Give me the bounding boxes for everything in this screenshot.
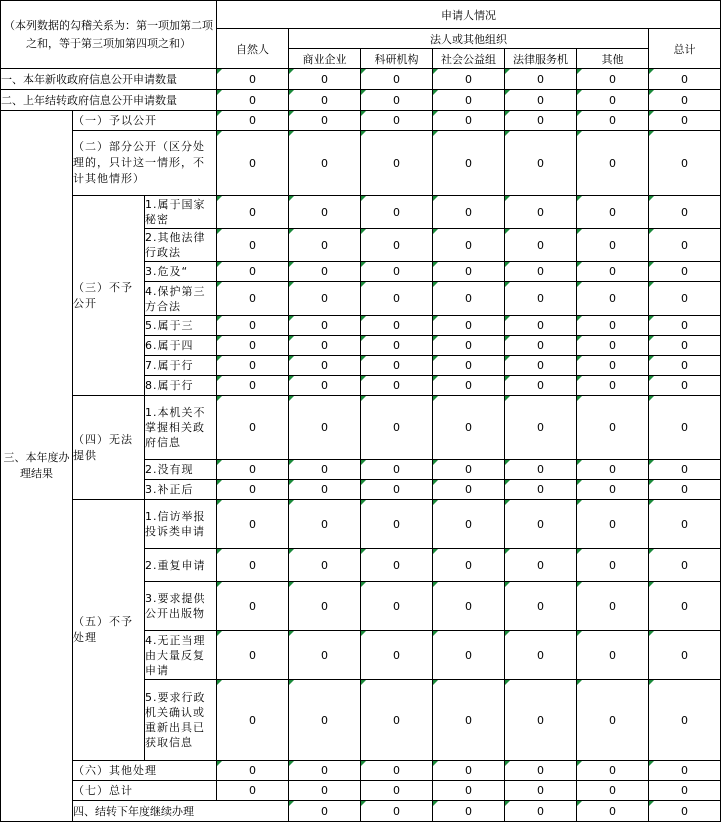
value-cell[interactable]: 0 [505, 262, 577, 282]
value-cell[interactable]: 0 [217, 582, 289, 631]
value-cell[interactable]: 0 [505, 69, 577, 90]
value-cell[interactable]: 0 [361, 761, 433, 781]
subsection-label: （三）不予公开 [73, 196, 145, 396]
row-label: 1.属于国家秘密 [145, 196, 217, 229]
value-cell[interactable]: 0 [505, 680, 577, 761]
value-cell[interactable]: 0 [361, 460, 433, 480]
value-cell[interactable]: 0 [289, 229, 361, 262]
value-cell[interactable]: 0 [289, 582, 361, 631]
value-cell[interactable]: 0 [361, 396, 433, 460]
value-cell[interactable]: 0 [505, 229, 577, 262]
value-cell[interactable]: 0 [289, 131, 361, 196]
value-cell[interactable]: 0 [505, 460, 577, 480]
row-label: 4.无正当理由大量反复申请 [145, 631, 217, 680]
value-cell[interactable]: 0 [505, 801, 577, 822]
row-label: 二、上年结转政府信息公开申请数量 [1, 90, 217, 111]
value-cell[interactable]: 0 [649, 229, 721, 262]
table-row [1, 196, 721, 229]
value-cell[interactable]: 0 [649, 680, 721, 761]
value-cell[interactable]: 0 [217, 229, 289, 262]
value-cell[interactable]: 0 [217, 500, 289, 549]
value-cell[interactable]: 0 [361, 680, 433, 761]
value-cell[interactable]: 0 [577, 262, 649, 282]
value-cell[interactable]: 0 [217, 356, 289, 376]
row-label: （七）总计 [73, 781, 217, 801]
value-cell[interactable]: 0 [577, 90, 649, 111]
table-row [1, 131, 721, 196]
value-cell[interactable]: 0 [577, 549, 649, 582]
value-cell[interactable]: 0 [361, 69, 433, 90]
value-cell[interactable]: 0 [433, 336, 505, 356]
value-cell[interactable]: 0 [649, 282, 721, 316]
value-cell[interactable]: 0 [577, 801, 649, 822]
row-label: 5.属于三 [145, 316, 217, 336]
header-legal-org: 法人或其他组织 [289, 29, 649, 49]
row-label: 3.补正后 [145, 480, 217, 500]
value-cell[interactable]: 0 [649, 500, 721, 549]
value-cell[interactable]: 0 [577, 282, 649, 316]
value-cell[interactable]: 0 [361, 262, 433, 282]
value-cell[interactable]: 0 [433, 680, 505, 761]
value-cell[interactable]: 0 [649, 460, 721, 480]
value-cell[interactable]: 0 [361, 376, 433, 396]
header-total: 总计 [649, 29, 721, 69]
value-cell[interactable]: 0 [217, 69, 289, 90]
table-row [1, 500, 721, 549]
value-cell[interactable]: 0 [433, 229, 505, 262]
value-cell[interactable]: 0 [577, 500, 649, 549]
value-cell[interactable]: 0 [289, 282, 361, 316]
header-org-other: 其他 [577, 49, 649, 69]
value-cell[interactable]: 0 [361, 631, 433, 680]
value-cell[interactable]: 0 [289, 111, 361, 131]
value-cell[interactable]: 0 [505, 282, 577, 316]
value-cell[interactable]: 0 [433, 131, 505, 196]
value-cell[interactable]: 0 [505, 196, 577, 229]
value-cell[interactable]: 0 [577, 69, 649, 90]
row-label: （二）部分公开（区分处理的，只计这一情形，不计其他情形） [73, 131, 217, 196]
value-cell[interactable]: 0 [433, 549, 505, 582]
value-cell[interactable]: 0 [649, 480, 721, 500]
row-label: 8.属于行 [145, 376, 217, 396]
row-label: 5.要求行政机关确认或重新出具已获取信息 [145, 680, 217, 761]
value-cell[interactable]: 0 [361, 131, 433, 196]
value-cell[interactable]: 0 [577, 460, 649, 480]
value-cell[interactable]: 0 [505, 582, 577, 631]
value-cell[interactable]: 0 [361, 549, 433, 582]
value-cell[interactable]: 0 [577, 336, 649, 356]
value-cell[interactable]: 0 [217, 781, 289, 801]
value-cell[interactable]: 0 [505, 336, 577, 356]
value-cell[interactable]: 0 [577, 396, 649, 460]
value-cell[interactable]: 0 [505, 761, 577, 781]
table-row [1, 69, 721, 90]
value-cell[interactable]: 0 [289, 356, 361, 376]
value-cell[interactable]: 0 [577, 631, 649, 680]
value-cell[interactable]: 0 [649, 336, 721, 356]
value-cell[interactable]: 0 [217, 90, 289, 111]
value-cell[interactable]: 0 [433, 631, 505, 680]
table-row [1, 90, 721, 111]
value-cell[interactable]: 0 [217, 631, 289, 680]
value-cell[interactable]: 0 [217, 111, 289, 131]
value-cell[interactable]: 0 [577, 111, 649, 131]
value-cell[interactable]: 0 [649, 761, 721, 781]
value-cell[interactable]: 0 [649, 111, 721, 131]
value-cell[interactable]: 0 [505, 111, 577, 131]
value-cell[interactable]: 0 [433, 500, 505, 549]
row-label: 四、结转下年度继续办理 [73, 801, 289, 822]
value-cell[interactable]: 0 [361, 111, 433, 131]
value-cell[interactable]: 0 [577, 680, 649, 761]
value-cell[interactable]: 0 [289, 396, 361, 460]
value-cell[interactable]: 0 [217, 196, 289, 229]
header-org-legal-service: 法律服务机 [505, 49, 577, 69]
value-cell[interactable]: 0 [577, 229, 649, 262]
value-cell[interactable]: 0 [289, 680, 361, 761]
value-cell[interactable]: 0 [217, 549, 289, 582]
value-cell[interactable]: 0 [505, 131, 577, 196]
value-cell[interactable]: 0 [433, 376, 505, 396]
row-label: （六）其他处理 [73, 761, 217, 781]
table-row [1, 781, 721, 801]
value-cell[interactable]: 0 [361, 356, 433, 376]
row-label: 1.本机关不掌握相关政府信息 [145, 396, 217, 460]
value-cell[interactable]: 0 [289, 761, 361, 781]
value-cell[interactable]: 0 [217, 282, 289, 316]
table-row [1, 801, 721, 822]
value-cell[interactable]: 0 [649, 196, 721, 229]
value-cell[interactable]: 0 [649, 69, 721, 90]
row-label: 3.要求提供公开出版物 [145, 582, 217, 631]
header-org-commercial: 商业企业 [289, 49, 361, 69]
value-cell[interactable]: 0 [577, 131, 649, 196]
header-applicant-info: 申请人情况 [217, 1, 721, 29]
table-row [1, 761, 721, 781]
value-cell[interactable]: 0 [649, 262, 721, 282]
table-row [1, 396, 721, 460]
value-cell[interactable]: 0 [289, 69, 361, 90]
value-cell[interactable]: 0 [505, 90, 577, 111]
header-note: （本列数据的勾稽关系为：第一项加第二项之和，等于第三项加第四项之和） [1, 1, 217, 69]
value-cell[interactable]: 0 [433, 262, 505, 282]
value-cell[interactable]: 0 [505, 316, 577, 336]
header-org-public-welfare: 社会公益组 [433, 49, 505, 69]
value-cell[interactable]: 0 [649, 801, 721, 822]
value-cell[interactable]: 0 [289, 90, 361, 111]
value-cell[interactable]: 0 [433, 90, 505, 111]
value-cell[interactable]: 0 [289, 262, 361, 282]
value-cell[interactable]: 0 [361, 229, 433, 262]
value-cell[interactable]: 0 [505, 500, 577, 549]
value-cell[interactable]: 0 [649, 549, 721, 582]
value-cell[interactable]: 0 [433, 761, 505, 781]
value-cell[interactable]: 0 [433, 356, 505, 376]
value-cell[interactable]: 0 [289, 460, 361, 480]
value-cell[interactable]: 0 [361, 582, 433, 631]
row-label: 4.保护第三方合法 [145, 282, 217, 316]
value-cell[interactable]: 0 [505, 376, 577, 396]
value-cell[interactable]: 0 [577, 480, 649, 500]
value-cell[interactable]: 0 [289, 316, 361, 336]
value-cell[interactable]: 0 [505, 549, 577, 582]
value-cell[interactable]: 0 [433, 282, 505, 316]
value-cell[interactable]: 0 [217, 680, 289, 761]
value-cell[interactable]: 0 [289, 801, 361, 822]
subsection-label: （五）不予处理 [73, 500, 145, 761]
value-cell[interactable]: 0 [433, 69, 505, 90]
value-cell[interactable]: 0 [361, 801, 433, 822]
value-cell[interactable]: 0 [433, 801, 505, 822]
value-cell[interactable]: 0 [217, 336, 289, 356]
value-cell[interactable]: 0 [649, 90, 721, 111]
value-cell[interactable]: 0 [289, 336, 361, 356]
value-cell[interactable]: 0 [361, 316, 433, 336]
value-cell[interactable]: 0 [361, 196, 433, 229]
value-cell[interactable]: 0 [649, 582, 721, 631]
value-cell[interactable]: 0 [577, 196, 649, 229]
value-cell[interactable]: 0 [361, 90, 433, 111]
value-cell[interactable]: 0 [577, 761, 649, 781]
header-org-research: 科研机构 [361, 49, 433, 69]
section-three-label: 三、本年度办理结果 [1, 111, 73, 822]
value-cell[interactable]: 0 [217, 376, 289, 396]
value-cell[interactable]: 0 [649, 131, 721, 196]
value-cell[interactable]: 0 [433, 480, 505, 500]
row-label: 2.没有现 [145, 460, 217, 480]
value-cell[interactable]: 0 [433, 781, 505, 801]
value-cell[interactable]: 0 [217, 761, 289, 781]
table-row [1, 111, 721, 131]
value-cell[interactable]: 0 [289, 196, 361, 229]
value-cell[interactable]: 0 [577, 582, 649, 631]
value-cell[interactable]: 0 [289, 500, 361, 549]
value-cell[interactable]: 0 [217, 262, 289, 282]
value-cell[interactable]: 0 [505, 781, 577, 801]
row-label: 3.危及“ [145, 262, 217, 282]
value-cell[interactable]: 0 [217, 460, 289, 480]
row-label: 2.重复申请 [145, 549, 217, 582]
value-cell[interactable]: 0 [433, 582, 505, 631]
value-cell[interactable]: 0 [361, 336, 433, 356]
value-cell[interactable]: 0 [577, 356, 649, 376]
value-cell[interactable]: 0 [361, 282, 433, 316]
value-cell[interactable]: 0 [577, 781, 649, 801]
value-cell[interactable]: 0 [433, 316, 505, 336]
value-cell[interactable]: 0 [649, 631, 721, 680]
value-cell[interactable]: 0 [361, 781, 433, 801]
value-cell[interactable]: 0 [289, 631, 361, 680]
value-cell[interactable]: 0 [577, 376, 649, 396]
value-cell[interactable]: 0 [289, 549, 361, 582]
value-cell[interactable]: 0 [217, 396, 289, 460]
value-cell[interactable]: 0 [649, 376, 721, 396]
row-label: 6.属于四 [145, 336, 217, 356]
value-cell[interactable]: 0 [217, 480, 289, 500]
value-cell[interactable]: 0 [505, 631, 577, 680]
header-natural-person: 自然人 [217, 29, 289, 69]
value-cell[interactable]: 0 [505, 356, 577, 376]
value-cell[interactable]: 0 [649, 356, 721, 376]
value-cell[interactable]: 0 [649, 316, 721, 336]
value-cell[interactable]: 0 [217, 131, 289, 196]
value-cell[interactable]: 0 [433, 396, 505, 460]
row-label: 一、本年新收政府信息公开申请数量 [1, 69, 217, 90]
value-cell[interactable]: 0 [289, 376, 361, 396]
value-cell[interactable]: 0 [433, 111, 505, 131]
value-cell[interactable]: 0 [433, 460, 505, 480]
value-cell[interactable]: 0 [289, 480, 361, 500]
value-cell[interactable]: 0 [361, 500, 433, 549]
value-cell[interactable]: 0 [361, 480, 433, 500]
value-cell[interactable]: 0 [433, 196, 505, 229]
value-cell[interactable]: 0 [505, 396, 577, 460]
value-cell[interactable]: 0 [217, 316, 289, 336]
row-label: 2.其他法律行政法 [145, 229, 217, 262]
row-label: 1.信访举报投诉类申请 [145, 500, 217, 549]
value-cell[interactable]: 0 [649, 781, 721, 801]
value-cell[interactable]: 0 [577, 316, 649, 336]
row-label: 7.属于行 [145, 356, 217, 376]
value-cell[interactable]: 0 [289, 781, 361, 801]
value-cell[interactable]: 0 [505, 480, 577, 500]
subsection-label: （四）无法提供 [73, 396, 145, 500]
row-label: （一）予以公开 [73, 111, 217, 131]
value-cell[interactable]: 0 [649, 396, 721, 460]
